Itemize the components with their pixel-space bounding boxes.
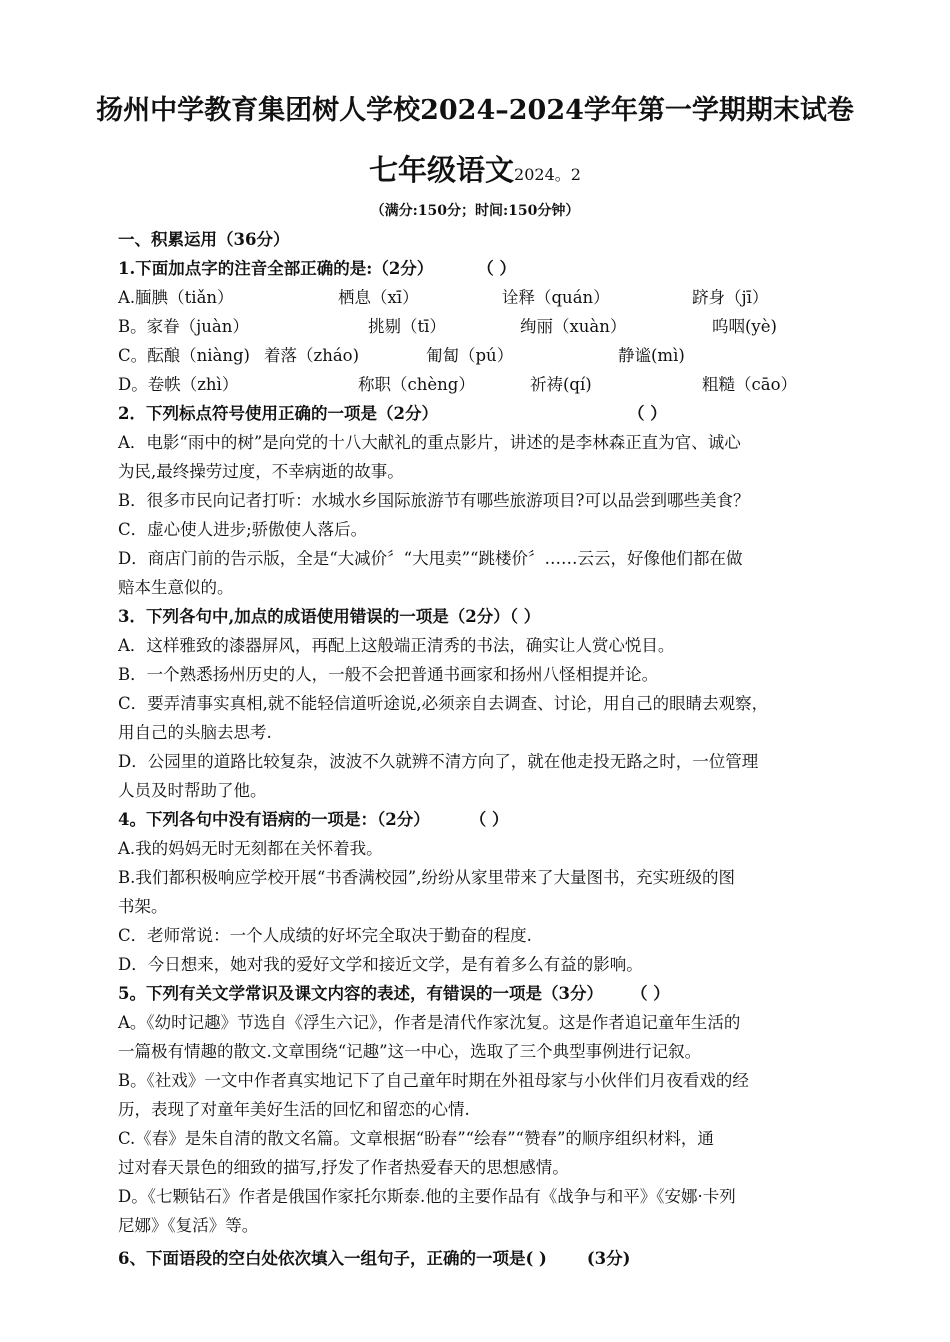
q5-line: B。《社戏》一文中作者真实地记下了自己童年时期在外祖母家与小伙伴们月夜看戏的经 [118,1071,749,1090]
q1-d-2: 称职（chèng） [358,375,475,394]
subject-label: 七年级语文 [369,153,515,187]
q4-answer-paren: （ ） [469,810,509,829]
questions-body [118,225,878,1273]
q5-stem-text: 5。下列有关文学常识及课文内容的表述，有错误的一项是（3分） [118,984,603,1003]
exam-title: 扬州中学教育集团树人学校2024–2024学年第一学期期末试卷 [96,95,854,126]
q2-line: 为民,最终操劳过度，不幸病逝的故事。 [118,462,404,481]
question-5-stem [118,979,878,1008]
q5-line: 过对春天景色的细致的描写,抒发了作者热爱春天的思想感情。 [118,1158,569,1177]
q1-b-4: 呜咽(yè) [712,317,777,336]
q1-b-1: B。家眷（juàn） [118,317,249,336]
question-2-stem [118,399,878,428]
q6-score: (3分) [586,1249,631,1268]
q5-line: 尼娜》《复活》等。 [118,1216,259,1235]
q1-row-c [118,341,878,370]
q1-c-4: 静谧(mì) [618,346,685,365]
q1-answer-paren: （ ） [477,259,517,278]
q3-line: D．公园里的道路比较复杂，波波不久就辨不清方向了，就在他走投无路之时，一位管理 [118,752,759,771]
q3-line: B．一个熟悉扬州历史的人，一般不会把普通书画家和扬州八怪相提并论。 [118,665,659,684]
q4-line: 书架。 [118,897,168,916]
section-heading: 一、积累运用（36分） [118,230,290,249]
q4-line: B.我们都积极响应学校开展“书香满校园”,纷纷从家里带来了大量图书，充实班级的图 [118,868,735,887]
q2-line: B．很多市民向记者打听：水城水乡国际旅游节有哪些旅游项目?可以品尝到哪些美食？ [118,491,750,510]
q1-d-3: 祈祷(qí) [530,375,592,394]
q1-a-2: 栖息（xī） [338,288,419,307]
q1-d-4: 粗糙（cāo） [702,375,798,394]
q4-line: A.我的妈妈无时无刻都在关怀着我。 [118,839,383,858]
q5-answer-paren: （ ） [630,984,670,1003]
q3-line: A．这样雅致的漆器屏风，再配上这般端正清秀的书法，确实让人赏心悦目。 [118,636,675,655]
q2-line: D．商店门前的告示版，全是“大减价〞“大甩卖”“跳楼价〞……云云，好像他们都在做 [118,549,743,568]
q4-line: D．今日想来，她对我的爱好文学和接近文学，是有着多么有益的影响。 [118,955,643,974]
q2-line: 赔本生意似的。 [118,578,234,597]
q1-a-4: 跻身（jī） [692,288,769,307]
q5-line: 一篇极有情趣的散文.文章围绕“记趣”这一中心，选取了三个典型事例进行记叙。 [118,1042,702,1061]
q4-line: C．老师常说：一个人成绩的好坏完全取决于勤奋的程度. [118,926,532,945]
q6-stem-text: 6、下面语段的空白处依次填入一组句子，正确的一项是( ) [118,1249,547,1268]
q3-line: 人员及时帮助了他。 [118,781,267,800]
q4-stem-text: 4。下列各句中没有语病的一项是：（2分） [118,810,430,829]
q1-row-a [118,283,878,312]
exam-subtitle [0,148,950,189]
q1-d-1: D。卷帙（zhì） [118,375,239,394]
q1-a-3: 诠释（quán） [502,288,610,307]
q2-line: C．虚心使人进步;骄傲使人落后。 [118,520,368,539]
question-1-stem [118,254,878,283]
question-6-stem [118,1244,878,1273]
q1-a-1: A.腼腆（tiǎn） [118,288,234,307]
question-3-stem: 3．下列各句中,加点的成语使用错误的一项是（2分）（ ） [118,607,541,626]
q1-c-1: C。酝酿（niàng) [118,346,250,365]
q1-b-3: 绚丽（xuàn） [520,317,627,336]
q5-line: 历，表现了对童年美好生活的回忆和留恋的心情. [118,1100,470,1119]
q1-c-3: 匍匐（pú） [426,346,514,365]
q1-b-2: 挑剔（tī） [368,317,446,336]
q2-answer-paren: （ ） [627,404,667,423]
q5-line: D。《七颗钻石》作者是俄国作家托尔斯泰.他的主要作品有《战争与和平》《安娜·卡列 [118,1187,736,1206]
q1-stem-text: 1.下面加点字的注音全部正确的是:（2分） [118,259,434,278]
q3-line: 用自己的头脑去思考. [118,723,272,742]
q2-line: A．电影“雨中的树”是向党的十八大献礼的重点影片，讲述的是李林森正直为官、诚心 [118,433,741,452]
question-4-stem [118,805,878,834]
exam-date: 2024。2 [514,165,581,184]
q5-line: A。《幼时记趣》节选自《浮生六记》，作者是清代作家沈复。这是作者追记童年生活的 [118,1013,741,1032]
q1-row-b [118,312,878,341]
q3-line: C．要弄清事实真相,就不能轻信道听途说,必须亲自去调查、讨论，用自己的眼睛去观察， [118,694,769,713]
q5-line: C.《春》是朱自清的散文名篇。文章根据“盼春”“绘春”“赞春”的顺序组织材料，通 [118,1129,714,1148]
q2-stem-text: 2．下列标点符号使用正确的一项是（2分） [118,404,438,423]
q1-c-2: 着落（zháo) [264,346,360,365]
score-time-note: （满分:150分；时间:150分钟） [370,203,580,219]
q1-row-d [118,370,878,399]
